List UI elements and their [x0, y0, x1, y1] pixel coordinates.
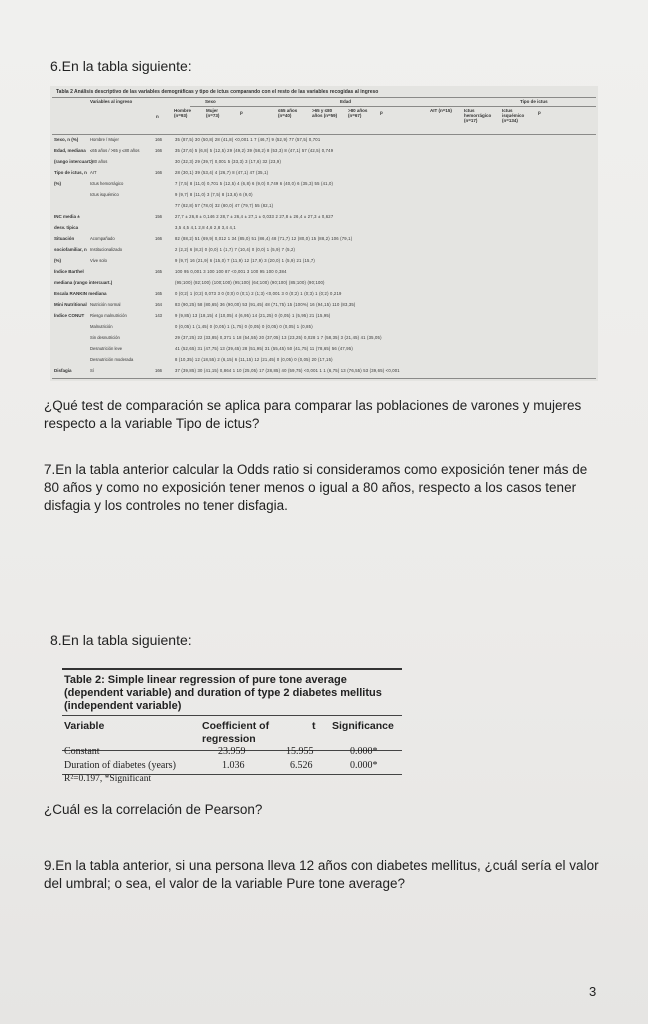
col-t: t: [312, 720, 316, 732]
header-sexo: Sexo: [205, 99, 216, 104]
question-6-text: ¿Qué test de comparación se aplica para comparar las poblaciones de varones y mujeres respecto a la variable Tipo de ictus?: [44, 398, 582, 431]
header-variables: Variables al ingreso: [90, 99, 133, 104]
table-row: desv. típica 3,5 4,5 4,1 2,8 4,6 2,8 3,4 4,1: [54, 225, 236, 230]
table-row: 77 (82,8) 57 (78,0) 32 (80,0) 47 (79,7) 55 (82,1): [175, 203, 274, 208]
header-hombre: Hombre (n=93): [174, 108, 192, 118]
table-row: Disfagia Sí 166 37 (39,85) 30 (41,15) 0,864 1 10 (25,05) 17 (28,85) 40 (59,75) <0,001 1 1 (6,75) 13 (76,55) 53 (39,65) <0,001: [54, 368, 400, 373]
header-edad1: ≤65 años (n=40): [278, 108, 298, 118]
header-edad3: >80 años (n=67): [348, 108, 368, 118]
table-row: (%) Ictus hemorrágico 7 (7,5) 8 (11,0) 0,701 5 (12,5) 4 (6,8) 6 (9,0) 0,749 6 (40,0) 6 (35,3) 55 (41,0): [54, 181, 334, 186]
col-significance: Significance: [332, 720, 394, 732]
table-row: Situación Acompañado 166 82 (88,2) 51 (69,9) 0,012 1 34 (85,0) 51 (86,4) 48 (71,7) 12 (80,0) 15 (88,2) 106 (79,1): [54, 236, 353, 241]
table-row: (%) Vive solo 9 (9,7) 16 (21,9) 6 (15,0) 7 (11,9) 12 (17,9) 3 (20,0) 1 (5,9) 21 (15,7): [54, 258, 316, 263]
header-isq: Ictus isquémico (n=134): [502, 108, 525, 123]
table-row: Edad, mediana ≤65 años / >65 y ≤80 años 166 35 (37,6) 5 (6,8) 5 (12,5) 29 (49,2) 39 (58,2) 8 (53,3) 8 (47,1) 57 (42,5) 0,749: [54, 148, 334, 153]
header-p2: p: [380, 110, 383, 115]
table-row: Sin desnutrición 29 (37,25) 22 (33,85) 0,371 1 18 (54,55) 20 (37,05) 13 (23,25) 0,028 1 7 (58,35) 3 (21,45) 41 (35,05): [90, 335, 382, 340]
table2-footnote: R²=0.197, *Significant: [64, 774, 152, 784]
header-p3: p: [538, 110, 541, 115]
table-row: Malnutrición 0 (0,05) 1 (1,45) 0 (0,05) 1 (1,75) 0 (0,05) 0 (0,05) 0 (0,05) 1 (0,85): [90, 324, 313, 329]
row-duration-t: 6.526: [290, 760, 313, 771]
header-p1: p: [240, 110, 243, 115]
question-8-title: 8.En la tabla siguiente:: [50, 632, 192, 648]
col-coefficient: Coefficient of regression: [202, 720, 270, 745]
table-row: mediana (rango intercuart.) (95;100) (82;100) (100;100) (95;100) (64;100) (90;100) (85;100) (90;100): [54, 280, 325, 285]
table-row: Índice CONUT Riesgo malnutrición 143 9 (9,85) 13 (18,15) 4 (10,05) 4 (6,95) 14 (21,25) 0 (0,05) 1 (5,95) 21 (15,95): [54, 313, 331, 318]
page-number: 3: [589, 984, 597, 999]
header-mujer: Mujer (n=73): [206, 108, 220, 118]
table-row: sociofamiliar, n Institucionalizado 2 (2,2) 6 (8,2) 0 (0,0) 1 (1,7) 7 (10,4) 0 (0,0) 1 (5,9) 7 (5,2): [54, 247, 296, 252]
table-row: Tipo de ictus, n AIT 166 28 (30,1) 39 (53,4) 4 (26,7) 8 (47,1) 47 (35,1): [54, 170, 269, 175]
header-ait: AIT (n=15): [430, 108, 452, 113]
row-duration-coef: 1.036: [222, 760, 245, 771]
table-row: INC media ± 156 27,7 ± 26,8 ± 0,146 2 28,7 ± 26,4 ± 27,1 ± 0,033 2 27,8 ± 26,4 ± 27,3 ± 0,627: [54, 214, 334, 219]
table-row: Desnutrición moderada 8 (10,35) 12 (18,55) 2 (6,15) 6 (11,15) 12 (21,45) 0 (0,05) 0 (0,05) 20 (17,15): [90, 357, 333, 362]
question-9-text: 9.En la tabla anterior, si una persona lleva 12 años con diabetes mellitus, ¿cuál sería el valor del umbral; o sea, el valor de la variable Pure tone average?: [44, 858, 599, 891]
row-constant-variable: Constant: [64, 746, 100, 757]
table1-caption: Tabla 2 Análisis descriptivo de las variables demográficas y tipo de ictus comparando con el resto de las variables recogidas al ingreso: [56, 89, 379, 95]
table-row: (rango intercuart.) >80 años 30 (32,3) 29 (39,7) 0,001 5 (33,3) 3 (17,6) 32 (23,9): [54, 159, 282, 164]
header-tipo: Tipo de ictus: [520, 99, 548, 104]
question-8-text: ¿Cuál es la correlación de Pearson?: [44, 802, 263, 817]
table-row: Mini Nutritional Nutrición normal 164 83 (90,25) 58 (80,65) 36 (90,00) 53 (91,45) 48 (71,75) 15 (100%) 16 (94,15) 110 (83,35): [54, 302, 356, 307]
table2-caption: Table 2: Simple linear regression of pure tone average (dependent variable) and duration of type 2 diabetes mellitus (independent variable): [64, 674, 382, 712]
question-7-text: 7.En la tabla anterior calcular la Odds ratio si consideramos como exposición tener más de 80 años y como no exposición tener menos o igual a 80 años, respecto a los casos tener disfagia y los controles no tener disfagia.: [44, 462, 588, 513]
header-hem: Ictus hemorrágico (n=17): [464, 108, 492, 123]
row-duration-variable: Duration of diabetes (years): [64, 760, 176, 771]
col-variable: Variable: [64, 720, 105, 732]
row-duration-sig: 0.000*: [350, 760, 378, 771]
header-edad: Edad: [340, 99, 352, 104]
question-6-title: 6.En la tabla siguiente:: [50, 58, 192, 74]
header-n: n: [156, 114, 159, 119]
header-edad2: >65 y ≤80 años (n=59): [312, 108, 338, 118]
table-row: Sexo, n (%) Hombre / Mujer 166 35 (87,5) 30 (50,8) 28 (41,8) <0,001 1 7 (46,7) 9 (52,9) 77 (57,5) 0,701: [54, 137, 321, 142]
row-constant-coef: 23.959: [218, 746, 246, 757]
row-constant-t: 15.955: [286, 746, 314, 757]
table-row: Escala RANKIN mediana 165 0 (0;2) 1 (0;2) 0,073 3 0 (0;0) 0 (0;1) 2 (1;3) <0,001 3 0 (0;2) 1 (0;3) 1 (0;2) 0,219: [54, 291, 342, 296]
table-row: Ictus isquémico 9 (9,7) 8 (11,0) 3 (7,5) 8 (13,6) 6 (9,0): [90, 192, 253, 197]
table-row: Desnutrición leve 41 (52,65) 31 (47,75) 13 (39,45) 28 (51,95) 31 (55,45) 50 (41,75) 11 (78,65) 56 (47,95): [90, 346, 353, 351]
row-constant-sig: 0.000*: [350, 746, 378, 757]
descriptive-table: [50, 86, 598, 381]
table-row: Índice Barthel 165 100 95 0,001 3 100 100 87 <0,001 3 100 95 100 0,384: [54, 269, 287, 274]
